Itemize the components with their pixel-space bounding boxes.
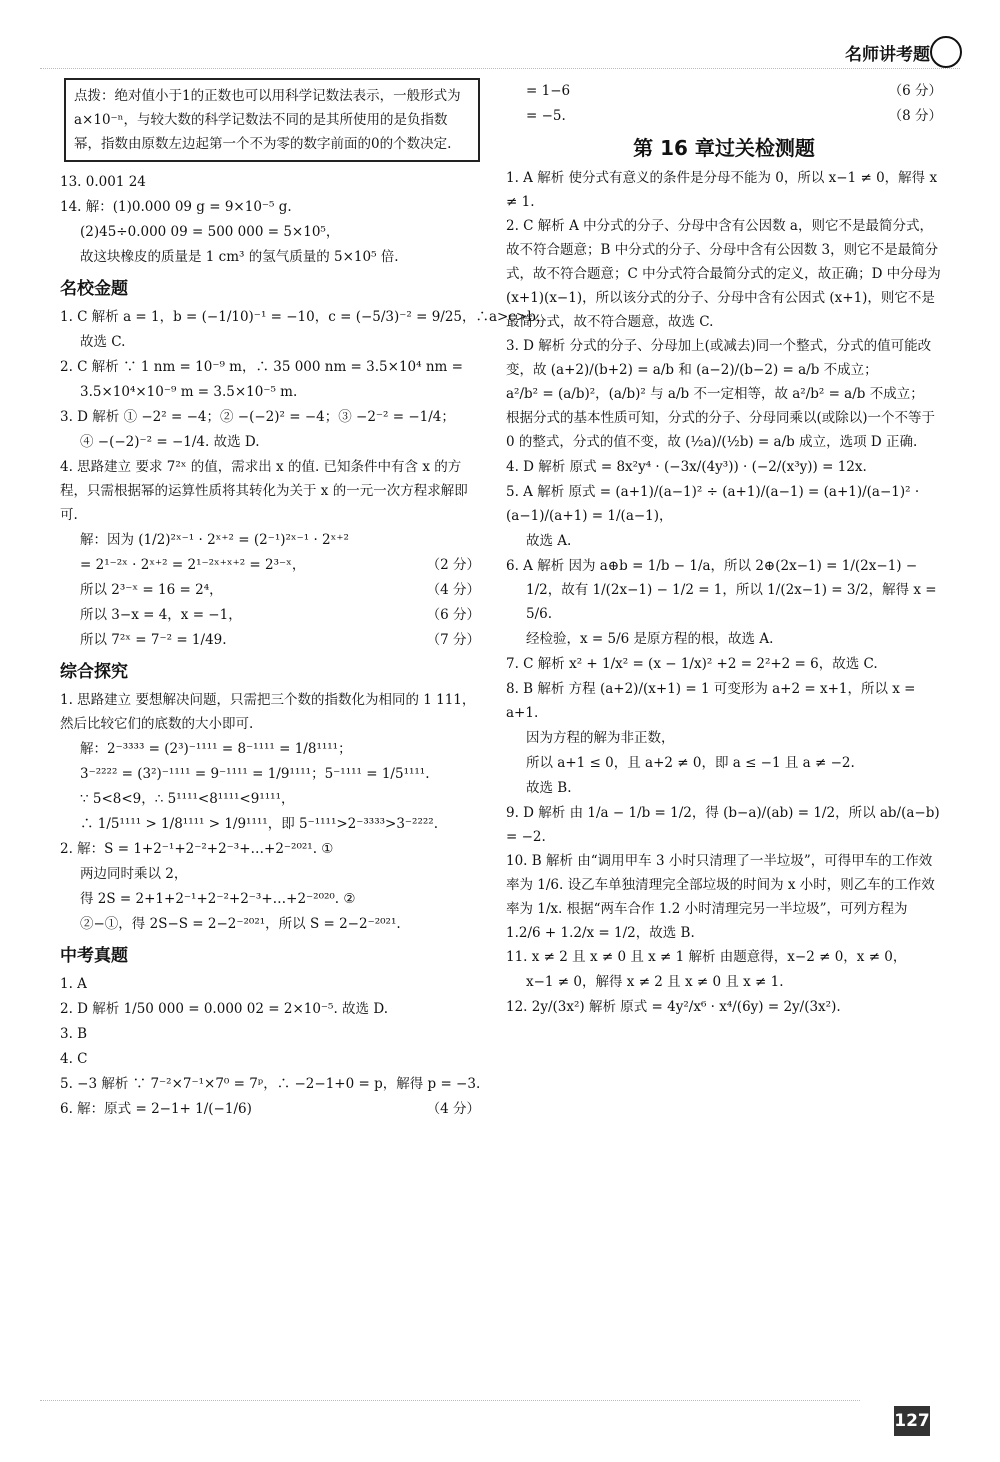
tip-box: 点拨：绝对值小于1的正数也可以用科学记数法表示，一般形式为 a×10⁻ⁿ，与较大数的科学记数法不同的是其所使用的是负指数幂，指数由原数左边起第一个不为零的数字前面的0的个数决定. (64, 78, 480, 162)
zh-e1d: ∵ 5<8<9，∴ 5¹¹¹¹<8¹¹¹¹<9¹¹¹¹， (80, 791, 295, 807)
section-title-zhongkao: 中考真题 (60, 946, 128, 966)
bottom-divider (40, 1400, 860, 1401)
mx-q4c-text: = 2¹⁻²ˣ · 2ˣ⁺² = 2¹⁻²ˣ⁺ˣ⁺² = 2³⁻ˣ， (80, 557, 306, 573)
top-divider (40, 68, 960, 69)
mx-q4e-text: 所以 3−x = 4，x = −1， (80, 607, 242, 623)
mx-q4d (60, 578, 480, 602)
zh-e1e: ∴ 1/5¹¹¹¹ > 1/8¹¹¹¹ > 1/9¹¹¹¹，即 5⁻¹¹¹¹>2⁻³³³³>3⁻²²²². (80, 816, 438, 832)
mx-q4e (60, 603, 480, 627)
answer-14b: (2)45÷0.000 09 = 500 000 = 5×10⁵， (80, 224, 340, 240)
ch-a3b: a²/b² = (a/b)²，(a/b)² 与 a/b 不一定相等，故 a²/b² = a/b 不成立； (506, 386, 924, 402)
page-number: 127 (894, 1406, 930, 1436)
mx-q1b: 故选 C. (80, 334, 126, 350)
ch-a6c: 经检验，x = 5/6 是原方程的根，故选 A. (526, 631, 774, 647)
ch-a5b: 故选 A. (526, 533, 572, 549)
r-cont-a-text: = 1−6 (526, 83, 571, 99)
ch-a8d: 故选 B. (526, 780, 572, 796)
ch-a3a: 3. D 解析 分式的分子、分母加上(或减去)同一个整式，分式的值可能改变，故 (a+2)/(b+2) = a/b 和 (a−2)/(b−2) = a/b 不成立； (506, 338, 932, 378)
answer-14c: 故这块橡皮的质量是 1 cm³ 的氢气质量的 5×10⁵ 倍. (80, 249, 399, 265)
zk-1: 1. A (60, 976, 87, 992)
zk-6 (60, 1097, 480, 1121)
ch-a6a: 6. A 解析 因为 a⊕b = 1/b − 1/a，所以 2⊕(2x−1) = 1/(2x−1) − (506, 558, 918, 574)
zk-6-text: 6. 解：原式 = 2−1+ 1/(−1/6) (60, 1101, 252, 1117)
mx-q2a: 2. C 解析 ∵ 1 nm = 10⁻⁹ m，∴ 35 000 nm = 3.5×10⁴ nm = (60, 359, 463, 375)
ch-a10: 10. B 解析 由“调用甲车 3 小时只清理了一半垃圾”，可得甲车的工作效率为 1/6. 设乙车单独清理完全部垃圾的时间为 x 小时，则乙车的工作效率为 1/x. 根据“两车合作 1.2 小时清理完另一半垃圾”，可列方程为 1.2/6 + 1.2/x = 1/2，故选 B. (506, 853, 935, 941)
ch-a8b: 因为方程的解为非正数， (526, 730, 675, 746)
score: （8 分） (888, 108, 942, 124)
ch-a9: 9. D 解析 由 1/a − 1/b = 1/2，得 (b−a)/(ab) = 1/2，所以 ab/(a−b) = −2. (506, 805, 940, 845)
mx-q4c (60, 553, 480, 577)
brand-logo-icon (930, 36, 962, 68)
ch-a3c: 根据分式的基本性质可知，分式的分子、分母同乘以(或除以)一个不等于 0 的整式，分式的值不变，故 (½a)/(½b) = a/b 成立，选项 D 正确. (506, 410, 936, 450)
ch-a8a: 8. B 解析 方程 (a+2)/(x+1) = 1 可变形为 a+2 = x+1，所以 x = a+1. (506, 681, 916, 721)
zh-e2a: 2. 解：S = 1+2⁻¹+2⁻²+2⁻³+…+2⁻²⁰²¹. ① (60, 841, 334, 857)
mx-q1a: 1. C 解析 a = 1，b = (−1/10)⁻¹ = −10，c = (−5/3)⁻² = 9/25，∴a>c>b， (60, 309, 550, 325)
zh-e1b: 解：2⁻³³³³ = (2³)⁻¹¹¹¹ = 8⁻¹¹¹¹ = 1/8¹¹¹¹； (80, 741, 352, 757)
zh-e2d: ②−①，得 2S−S = 2−2⁻²⁰²¹，所以 S = 2−2⁻²⁰²¹. (80, 916, 401, 932)
mx-q2b: 3.5×10⁴×10⁻⁹ m = 3.5×10⁻⁵ m. (80, 384, 298, 400)
score: （4 分） (426, 582, 480, 598)
zk-2: 2. D 解析 1/50 000 = 0.000 02 = 2×10⁻⁵. 故选 D. (60, 1001, 388, 1017)
score: （6 分） (888, 83, 942, 99)
mx-q4b: 解：因为 (1/2)²ˣ⁻¹ · 2ˣ⁺² = (2⁻¹)²ˣ⁻¹ · 2ˣ⁺² (80, 532, 349, 548)
zh-e2c: 得 2S = 2+1+2⁻¹+2⁻²+2⁻³+…+2⁻²⁰²⁰. ② (80, 891, 356, 907)
r-cont-a (506, 79, 942, 103)
zk-3: 3. B (60, 1026, 88, 1042)
ch-a5a: 5. A 解析 原式 = (a+1)/(a−1)² ÷ (a+1)/(a−1) = (a+1)/(a−1)² · (a−1)/(a+1) = 1/(a−1)， (506, 484, 920, 524)
r-cont-b (506, 104, 942, 128)
ch-a2: 2. C 解析 A 中分式的分子、分母中含有公因数 a，则它不是最简分式，故不符合题意；B 中分式的分子、分母中含有公因数 3，则它不是最简分式，故不符合题意；C 中分式符合最简分式的定义，故正确；D 中分母为 (x+1)(x−1)，所以该分式的分子、分母中含有公因式 (x+1)，则它不是最简分式，故不符合题意，故选 C. (506, 218, 941, 330)
ch-a4: 4. D 解析 原式 = 8x²y⁴ · (−3x/(4y³)) · (−2/(x³y)) = 12x. (506, 459, 867, 475)
brand-title: 名师讲考题 (845, 45, 930, 65)
answer-14a: 14. 解：(1)0.000 09 g = 9×10⁻⁵ g. (60, 199, 292, 215)
ch-a1: 1. A 解析 使分式有意义的条件是分母不能为 0，所以 x−1 ≠ 0，解得 x ≠ 1. (506, 170, 938, 210)
mx-q4d-text: 所以 2³⁻ˣ = 16 = 2⁴， (80, 582, 223, 598)
right-column (506, 78, 942, 1020)
zh-e2b: 两边同时乘以 2， (80, 866, 188, 882)
section-title-zonghe: 综合探究 (60, 662, 128, 682)
r-cont-b-text: = −5. (526, 108, 566, 124)
mx-q3b: ④ −(−2)⁻² = −1/4. 故选 D. (80, 434, 260, 450)
chapter-title: 第 16 章过关检测题 (633, 136, 815, 160)
ch-a8c: 所以 a+1 ≤ 0，且 a+2 ≠ 0，即 a ≤ −1 且 a ≠ −2. (526, 755, 855, 771)
score: （2 分） (426, 557, 480, 573)
zk-4: 4. C (60, 1051, 88, 1067)
mx-q4f-text: 所以 7²ˣ = 7⁻² = 1/49. (80, 632, 227, 648)
ch-a12: 12. 2y/(3x²) 解析 原式 = 4y²/x⁶ · x⁴/(6y) = 2y/(3x²). (506, 999, 841, 1015)
section-title-mingxiao: 名校金题 (60, 279, 128, 299)
zh-e1a: 1. 思路建立 要想解决问题，只需把三个数的指数化为相同的 1 111，然后比较它们的底数的大小即可. (60, 692, 476, 732)
ch-a6b: 1/2，故有 1/(2x−1) − 1/2 = 1，所以 1/(2x−1) = 3/2，解得 x = 5/6. (526, 582, 937, 622)
ch-a11a: 11. x ≠ 2 且 x ≠ 0 且 x ≠ 1 解析 由题意得，x−2 ≠ 0，x ≠ 0， (506, 949, 907, 965)
mx-q3a: 3. D 解析 ① −2² = −4；② −(−2)² = −4；③ −2⁻² = −1/4； (60, 409, 455, 425)
ch-a7: 7. C 解析 x² + 1/x² = (x − 1/x)² +2 = 2²+2 = 6，故选 C. (506, 656, 878, 672)
answer-13: 13. 0.001 24 (60, 174, 146, 190)
zk-5: 5. −3 解析 ∵ 7⁻²×7⁻¹×7⁰ = 7ᵖ，∴ −2−1+0 = p，解得 p = −3. (60, 1076, 481, 1092)
ch-a11b: x−1 ≠ 0，解得 x ≠ 2 且 x ≠ 0 且 x ≠ 1. (526, 974, 784, 990)
score: （7 分） (426, 632, 480, 648)
mx-q4f (60, 628, 480, 652)
zh-e1c: 3⁻²²²² = (3²)⁻¹¹¹¹ = 9⁻¹¹¹¹ = 1/9¹¹¹¹；5⁻¹¹¹¹ = 1/5¹¹¹¹. (80, 766, 430, 782)
score: （6 分） (426, 607, 480, 623)
score: （4 分） (426, 1101, 480, 1117)
mx-q4a: 4. 思路建立 要求 7²ˣ 的值，需求出 x 的值. 已知条件中有含 x 的方程，只需根据幂的运算性质将其转化为关于 x 的一元一次方程求解即可. (60, 459, 468, 523)
